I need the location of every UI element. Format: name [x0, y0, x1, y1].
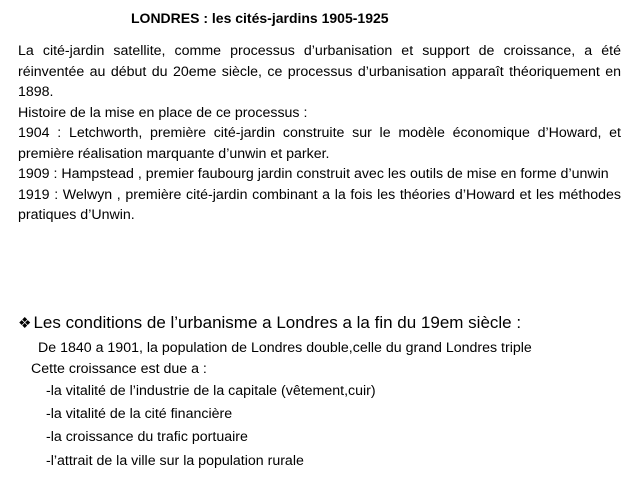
checkmark-arrow-bullet-icon: ❖	[18, 315, 32, 332]
intro-block	[18, 41, 621, 226]
growth-intro: Cette croissance est due a :	[31, 361, 207, 377]
history-year: 1904	[18, 125, 50, 141]
history-item-1919: 1919 : Welwyn , première cité-jardin combinant a la fois les théories d’Howard et les méthodes pratiques d’Unwin.	[18, 186, 622, 223]
population-text: De 1840 a 1901, la population de Londres double,celle du grand Londres triple	[38, 340, 532, 356]
history-text: Welwyn , première cité-jardin combinant a la fois les théories d’Howard et les méthodes pratiques d’Unwin.	[18, 186, 622, 223]
cause-item: -la vitalité de l’industrie de la capitale (vêtement,cuir)	[46, 383, 376, 399]
history-text: Letchworth, première cité-jardin construite sur le modèle économique d’Howard, et première réalisation marquante d’unwin et parker.	[18, 125, 621, 162]
page-title: LONDRES : les cités-jardins 1905-1925	[131, 10, 389, 26]
cause-item: -la vitalité de la cité financière	[46, 406, 233, 422]
history-year: 1919	[18, 186, 50, 203]
section-heading	[18, 313, 633, 333]
history-year: 1909	[18, 166, 50, 182]
history-item-1909: 1909 : Hampstead , premier faubourg jardin construit avec les outils de mise en forme d’unwin	[18, 166, 609, 182]
history-item-1904: 1904 : Letchworth, première cité-jardin construite sur le modèle économique d’Howard, et première réalisation marquante d’unwin et parker.	[18, 125, 621, 162]
section-heading-text: Les conditions de l’urbanisme a Londres a la fin du 19em siècle :	[33, 313, 522, 332]
intro-paragraph: La cité-jardin satellite, comme processus d’urbanisation et support de croissance, a été réinventée au début du 20eme siècle, ce processus d’urbanisation apparaît théoriquement en 1898.	[18, 43, 621, 100]
history-text: Hampstead , premier faubourg jardin construit avec les outils de mise en forme d’unwin	[61, 166, 609, 182]
cause-item: -la croissance du trafic portuaire	[46, 429, 248, 445]
cause-item: -l’attrait de la ville sur la population rurale	[46, 453, 304, 469]
history-heading: Histoire de la mise en place de ce processus :	[18, 104, 308, 121]
